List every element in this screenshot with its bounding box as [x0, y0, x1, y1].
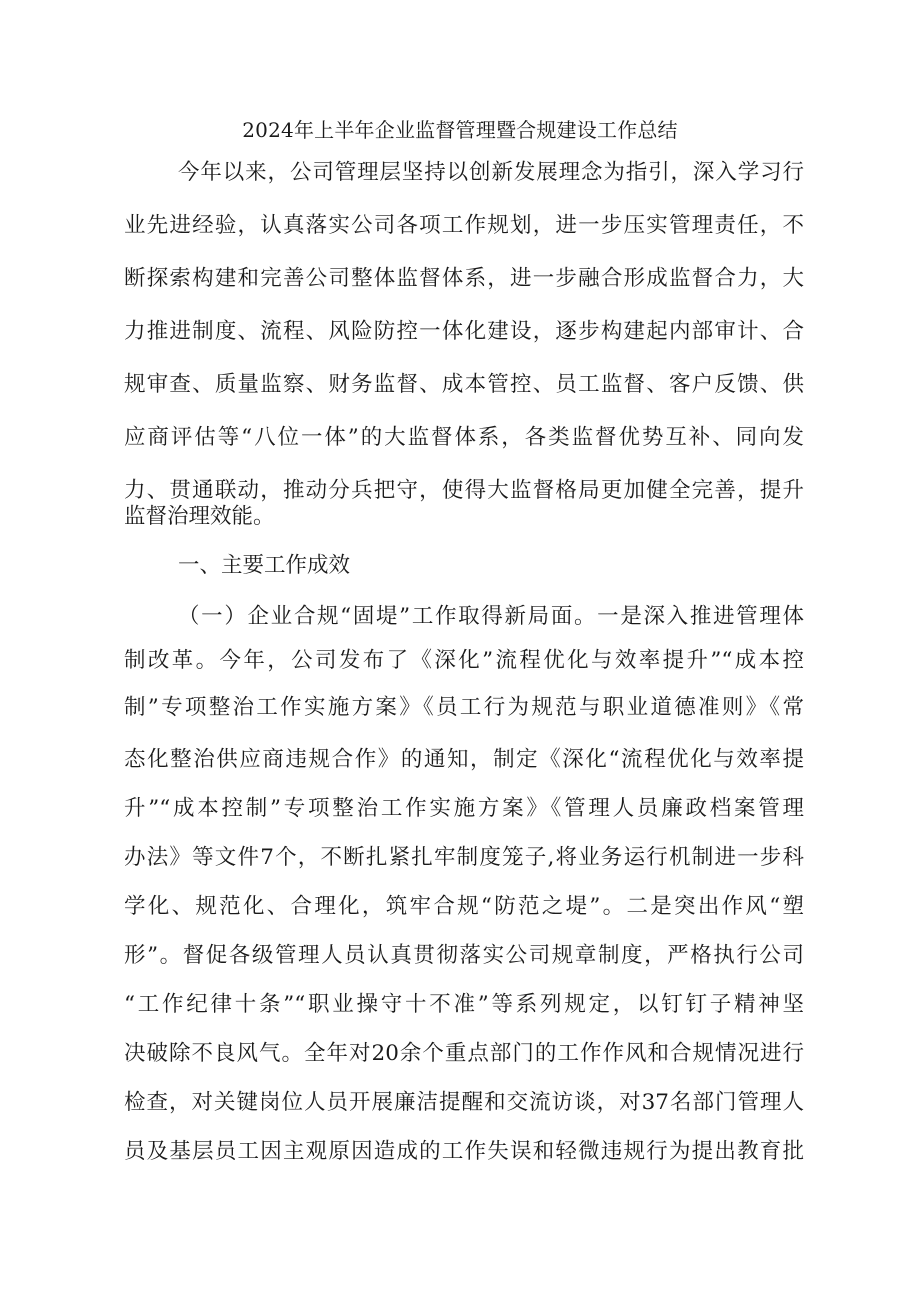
- body-line: 态化整治供应商违规合作》的通知，制定《深化“流程优化与效率提: [124, 747, 804, 772]
- section-heading: 一、主要工作成效: [178, 553, 351, 578]
- body-line: 升”“成本控制”专项整治工作实施方案》《管理人员廉政档案管理: [124, 796, 804, 821]
- body-line: 学化、规范化、合理化，筑牢合规“防范之堤”。二是突出作风“塑: [124, 894, 804, 919]
- body-line: 形”。督促各级管理人员认真贯彻落实公司规章制度，严格执行公司: [124, 943, 804, 968]
- intro-line: 规审查、质量监察、财务监督、成本管控、员工监督、客户反馈、供: [124, 372, 804, 397]
- body-line: 制改革。今年，公司发布了《深化”流程优化与效率提升”“成本控: [124, 648, 804, 673]
- body-line: 决破除不良风气。全年对20余个重点部门的工作作风和合规情况进行: [124, 1041, 804, 1066]
- body-line: （一）企业合规“固堤”工作取得新局面。一是深入推进管理体: [178, 604, 804, 629]
- intro-line: 力推进制度、流程、风险防控一体化建设，逐步构建起内部审计、合: [124, 319, 804, 344]
- intro-line: 应商评估等“八位一体”的大监督体系，各类监督优势互补、同向发: [124, 425, 804, 450]
- intro-line: 监督治理效能。: [124, 504, 275, 529]
- body-line: “工作纪律十条”“职业操守十不准”等系列规定，以钉钉子精神坚: [124, 992, 804, 1017]
- body-line: 员及基层员工因主观原因造成的工作失误和轻微违规行为提出教育批: [124, 1139, 804, 1164]
- body-line: 检查，对关键岗位人员开展廉洁提醒和交流访谈，对37名部门管理人: [124, 1090, 804, 1115]
- intro-line: 力、贯通联动，推动分兵把守，使得大监督格局更加健全完善，提升: [124, 478, 804, 503]
- body-line: 制”专项整治工作实施方案》《员工行为规范与职业道德准则》《常: [124, 695, 804, 720]
- intro-line: 断探索构建和完善公司整体监督体系，进一步融合形成监督合力，大: [124, 266, 804, 291]
- intro-line: 今年以来，公司管理层坚持以创新发展理念为指引，深入学习行: [178, 160, 804, 185]
- body-line: 办法》等文件7个，不断扎紧扎牢制度笼子,将业务运行机制进一步科: [124, 845, 804, 870]
- intro-line: 业先进经验，认真落实公司各项工作规划，进一步压实管理责任，不: [124, 213, 804, 238]
- document-title: 2024年上半年企业监督管理暨合规建设工作总结: [242, 118, 678, 142]
